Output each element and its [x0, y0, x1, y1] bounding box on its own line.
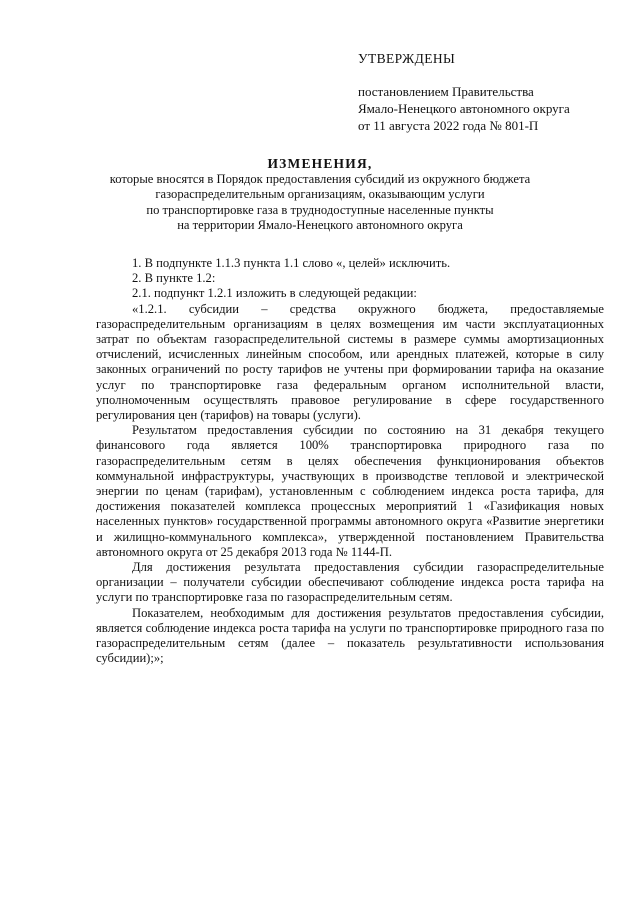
paragraph-item-2: 2. В пункте 1.2:	[132, 271, 216, 286]
approval-title: УТВЕРЖДЕНЫ	[358, 51, 456, 66]
subtitle-line: газораспределительным организациям, оказывающим услуги	[155, 187, 485, 202]
paragraph-achievement: Для достижения результата предоставления субсидии газораспределительные организации – получатели субсидии обеспечивают соблюдение индекса роста тарифа на услуги по транспортировке газа по газораспределительным сетям.	[96, 560, 604, 605]
approval-line: постановлением Правительства	[358, 84, 534, 99]
paragraph-item-2-1: 2.1. подпункт 1.2.1 изложить в следующей редакции:	[132, 286, 417, 301]
paragraph-indicator: Показателем, необходимым для достижения результатов предоставления субсидии, является соблюдение индекса роста тарифа на услуги по транспортировке природного газа по газораспределительным сетям (далее – показатель результативности использования субсидии);»;	[96, 605, 604, 666]
paragraph-result: Результатом предоставления субсидии по состоянию на 31 декабря текущего финансового года является 100% транспортировка природного газа по газораспределительным сетям в целях обеспечения функционирования объектов коммунальной инфраструктуры, участвующих в производстве тепловой и электрической энергии по ценам (тарифам), установленным с соблюдением индекса роста тарифа, для достижения показателей комплекса процессных мероприятий 1 «Газификация новых населенных пунктов» государственной программы автономного округа «Развитие энергетики и жилищно-коммунального комплекса», утвержденной постановлением Правительства автономного округа от 25 декабря 2013 года № 1144-П.	[96, 423, 604, 559]
document-title: ИЗМЕНЕНИЯ,	[267, 156, 373, 171]
subtitle-line: по транспортировке газа в труднодоступные населенные пункты	[146, 202, 494, 217]
approval-block	[358, 50, 628, 134]
paragraph-item-1: 1. В подпункте 1.1.3 пункта 1.1 слово «, целей» исключить.	[132, 256, 451, 270]
approval-line: от 11 августа 2022 года № 801-П	[358, 118, 539, 133]
subtitle-line: которые вносятся в Порядок предоставления субсидий из окружного бюджета	[109, 172, 531, 186]
document-subtitle	[60, 172, 580, 234]
paragraph-subsidy-definition: «1.2.1. субсидии – средства окружного бюджета, предоставляемые газораспределительным организациям в целях возмещения им части эксплуатационных затрат по объектам газораспределительной системы в размере суммы амортизационных отчислений, исчисленных линейным способом, или арендных платежей, которые в силу законных ограничений по росту тарифов не учтены при формировании тарифа на оказание услуг по транспортировке газа федеральным органом исполнительной власти, уполномоченным осуществлять правовое регулирование в сфере государственного регулирования цен (тарифов) на товары (услуги).	[96, 301, 604, 423]
subtitle-line: на территории Ямало-Ненецкого автономного округа	[177, 218, 463, 233]
document-body	[96, 256, 604, 666]
approval-line: Ямало-Ненецкого автономного округа	[358, 101, 570, 116]
